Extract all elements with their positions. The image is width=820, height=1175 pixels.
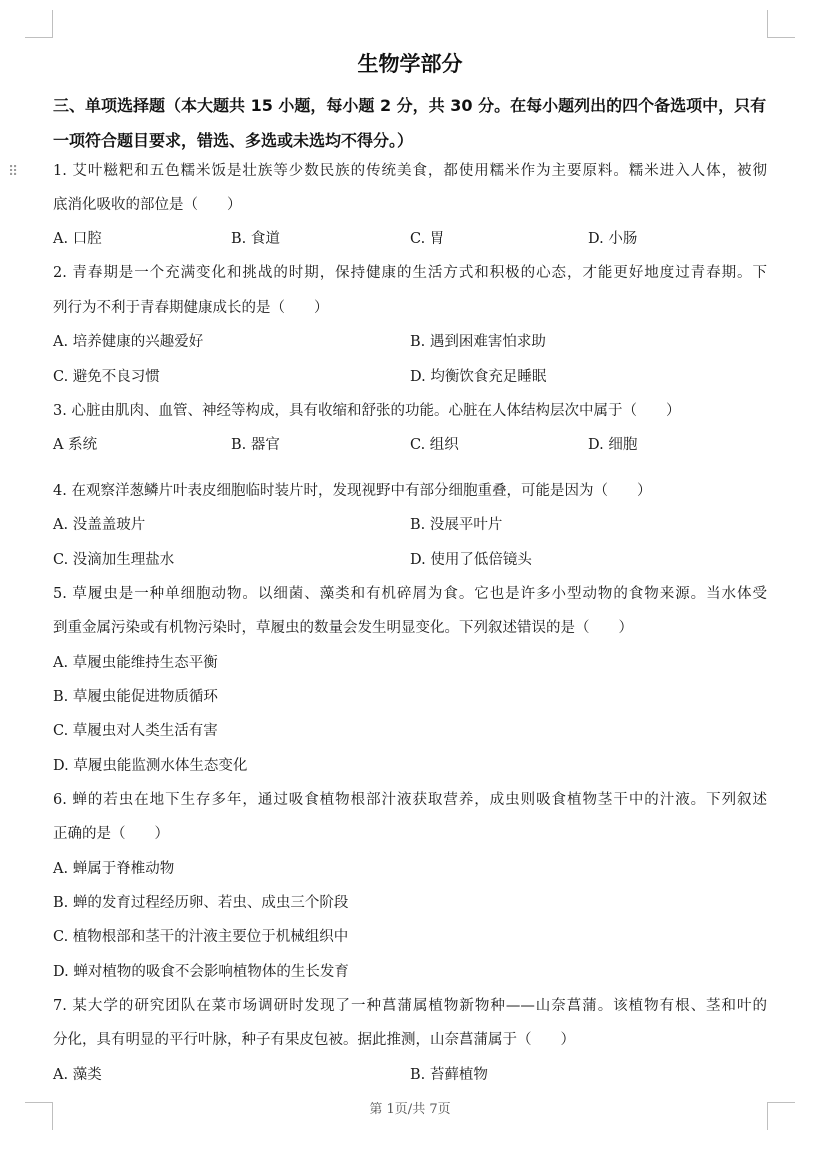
question-5-stem-line-1: 5. 草履虫是一种单细胞动物。以细菌、藻类和有机碎屑为食。它也是许多小型动物的食物来源。当水体受 bbox=[53, 586, 767, 602]
question-2-stem-line-2: 列行为不利于青春期健康成长的是（ ） bbox=[53, 300, 329, 316]
question-4-option-a: A. 没盖盖玻片 bbox=[53, 517, 146, 533]
question-6-option-b: B. 蝉的发育过程经历卵、若虫、成虫三个阶段 bbox=[53, 895, 349, 911]
question-1-option-a: A. 口腔 bbox=[53, 231, 102, 247]
page-corner-mark-top-left bbox=[25, 10, 53, 38]
question-2-option-d: D. 均衡饮食充足睡眠 bbox=[410, 369, 547, 385]
question-4-stem-line-1: 4. 在观察洋葱鳞片叶表皮细胞临时装片时，发现视野中有部分细胞重叠，可能是因为（ ） bbox=[53, 483, 652, 499]
question-7-stem-line-2: 分化，具有明显的平行叶脉，种子有果皮包被。据此推测，山奈菖蒲属于（ ） bbox=[53, 1032, 575, 1048]
question-6-stem-line-1: 6. 蝉的若虫在地下生存多年，通过吸食植物根部汁液获取营养，成虫则吸食植物茎干中的汁液。下列叙述 bbox=[53, 792, 767, 808]
question-4-option-d: D. 使用了低倍镜头 bbox=[410, 552, 532, 568]
question-5-option-a: A. 草履虫能维持生态平衡 bbox=[53, 655, 218, 671]
drag-handle-icon[interactable]: ⠿ bbox=[8, 164, 18, 180]
question-1-option-c: C. 胃 bbox=[410, 231, 445, 247]
question-4-option-b: B. 没展平叶片 bbox=[410, 517, 503, 533]
page-number-footer: 第 1页/共 7页 bbox=[369, 1102, 451, 1117]
question-5-option-d: D. 草履虫能监测水体生态变化 bbox=[53, 758, 248, 774]
question-2-option-a: A. 培养健康的兴趣爱好 bbox=[53, 334, 204, 350]
question-3-stem-line-1: 3. 心脏由肌肉、血管、神经等构成，具有收缩和舒张的功能。心脏在人体结构层次中属于（ ） bbox=[53, 403, 681, 419]
question-4-option-c: C. 没滴加生理盐水 bbox=[53, 552, 175, 568]
question-1-stem-line-2: 底消化吸收的部位是（ ） bbox=[53, 197, 242, 213]
page-title: 生物学部分 bbox=[357, 52, 463, 76]
question-6-stem-line-2: 正确的是（ ） bbox=[53, 826, 169, 842]
question-6-option-a: A. 蝉属于脊椎动物 bbox=[53, 861, 175, 877]
question-1-option-b: B. 食道 bbox=[231, 231, 280, 247]
question-3-option-c: C. 组织 bbox=[410, 437, 459, 453]
question-6-option-d: D. 蝉对植物的吸食不会影响植物体的生长发育 bbox=[53, 964, 349, 980]
question-6-option-c: C. 植物根部和茎干的汁液主要位于机械组织中 bbox=[53, 929, 349, 945]
question-2-stem-line-1: 2. 青春期是一个充满变化和挑战的时期，保持健康的生活方式和积极的心态，才能更好地度过青春期。下 bbox=[53, 265, 767, 281]
question-3-option-b: B. 器官 bbox=[231, 437, 280, 453]
question-1-stem-line-1: 1. 艾叶糍粑和五色糯米饭是壮族等少数民族的传统美食，都使用糯米作为主要原料。糯米进入人体，被彻 bbox=[53, 163, 767, 179]
question-3-option-d: D. 细胞 bbox=[588, 437, 638, 453]
question-5-option-b: B. 草履虫能促进物质循环 bbox=[53, 689, 218, 705]
question-5-option-c: C. 草履虫对人类生活有害 bbox=[53, 723, 218, 739]
question-7-option-a: A. 藻类 bbox=[53, 1067, 102, 1083]
question-7-stem-line-1: 7. 某大学的研究团队在菜市场调研时发现了一种菖蒲属植物新物种——山奈菖蒲。该植物有根、茎和叶的 bbox=[53, 998, 767, 1014]
question-7-option-b: B. 苔藓植物 bbox=[410, 1067, 488, 1083]
page-corner-mark-top-right bbox=[767, 10, 795, 38]
question-2-option-b: B. 遇到困难害怕求助 bbox=[410, 334, 546, 350]
section-heading: 三、单项选择题（本大题共 15 小题，每小题 2 分，共 30 分。在每小题列出的四个备选项中，只有一项符合题目要求，错选、多选或未选均不得分。） bbox=[53, 96, 767, 150]
question-3-option-a: A 系统 bbox=[53, 437, 98, 453]
question-5-stem-line-2: 到重金属污染或有机物污染时，草履虫的数量会发生明显变化。下列叙述错误的是（ ） bbox=[53, 620, 633, 636]
question-1-option-d: D. 小肠 bbox=[588, 231, 638, 247]
question-2-option-c: C. 避免不良习惯 bbox=[53, 369, 160, 385]
